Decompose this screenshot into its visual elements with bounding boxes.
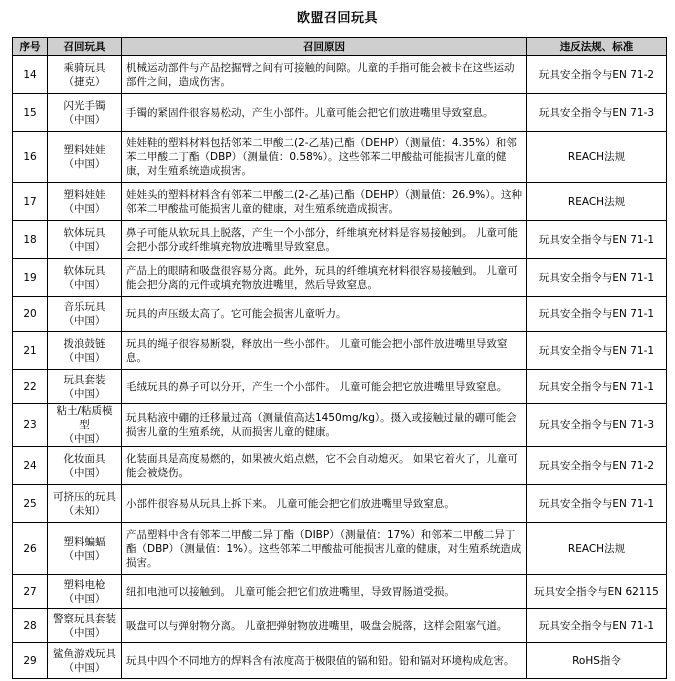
toy-origin: （未知） [63,504,106,517]
table-row [13,56,667,94]
row-reason: 产品塑料中含有邻苯二甲酸二异丁酯（DIBP）（测量值：17%）和邻苯二甲酸二异丁酯（DBP）（测量值：1%）。这些邻苯二甲酸盐可能损害儿童的健康，对生殖系统造成损害。 [122,523,527,575]
toy-origin: （捷克） [63,75,106,88]
row-no: 18 [13,221,48,259]
header-no: 序号 [13,38,48,56]
row-reason: 吸盘可以与弹射物分离。 儿童把弹射物放进嘴里，吸盘会脱落，这样会阻塞气道。 [122,609,527,643]
toy-name: 塑料电枪 [63,578,106,591]
row-reason: 产品上的眼睛和吸盘很容易分离。此外，玩具的纤维填充材料很容易接触到。 儿童可能会把分离的元件或填充物放进嘴里，然后导致窒息。 [122,259,527,297]
toy-name: 塑料娃娃 [63,144,106,156]
row-no: 29 [13,643,48,679]
header-toy: 召回玩具 [48,38,122,56]
toy-origin: （中国） [63,661,106,674]
table-row [13,297,667,332]
table-row [13,523,667,575]
row-toy [48,132,122,183]
toy-name: 可挤压的玩具 [53,490,116,503]
row-reason: 小部件很容易从玩具上拆下来。 儿童可能会把它们放进嘴里导致窒息。 [122,485,527,523]
row-law: 玩具安全指令与EN 71-2 [527,447,667,485]
toy-origin: （中国） [63,315,106,327]
row-reason: 纽扣电池可以接触到。 儿童可能会把它们放进嘴里，导致胃肠道受损。 [122,575,527,609]
row-no: 20 [13,297,48,332]
table-row [13,485,667,523]
row-toy [48,221,122,259]
row-no: 17 [13,183,48,221]
row-no: 19 [13,259,48,297]
row-law: 玩具安全指令与EN 71-1 [527,370,667,404]
toy-name: 拨浪鼓链 [63,337,106,350]
row-law: 玩具安全指令与EN 71-1 [527,609,667,643]
row-toy [48,447,122,485]
row-law: 玩具安全指令与EN 71-1 [527,259,667,297]
toy-name: 化妆面具 [63,452,106,465]
row-toy [48,259,122,297]
row-no: 26 [13,523,48,575]
row-toy [48,575,122,609]
row-law: REACH法规 [527,183,667,221]
row-no: 23 [13,404,48,447]
row-toy [48,523,122,575]
row-toy [48,183,122,221]
row-toy [48,297,122,332]
row-no: 25 [13,485,48,523]
toy-origin: （中国） [63,158,106,170]
row-toy [48,94,122,132]
row-reason: 机械运动部件与产品挖掘臂之间有可接触的间隙。儿童的手指可能会被卡在这些运动部件之间，造成伤害。 [122,56,527,94]
row-toy [48,485,122,523]
row-reason: 玩具的绳子很容易断裂，释放出一些小部件。 儿童可能会把小部件放进嘴里导致窒息。 [122,332,527,370]
row-no: 14 [13,56,48,94]
row-law: 玩具安全指令与EN 62115 [527,575,667,609]
row-no: 28 [13,609,48,643]
toy-origin: （中国） [63,351,106,364]
row-reason: 娃娃头的塑料材料含有邻苯二甲酸二(2-乙基)己酯（DEHP）（测量值：26.9%）。这种邻苯二甲酸盐可能损害儿童的健康，对生殖系统造成损害。 [122,183,527,221]
toy-name: 塑料娃娃 [63,188,106,201]
table-row [13,132,667,183]
toy-origin: （中国） [63,433,106,445]
table-row [13,447,667,485]
row-toy [48,370,122,404]
table-row [13,609,667,643]
toy-origin: （中国） [63,592,106,605]
row-law: RoHS指令 [527,643,667,679]
table-row [13,332,667,370]
toy-origin: （中国） [63,278,106,291]
row-toy [48,643,122,679]
document-title: 欧盟召回玩具 [296,11,378,26]
row-law: 玩具安全指令与EN 71-1 [527,485,667,523]
table-row [13,575,667,609]
row-reason: 玩具中四个不同地方的焊料含有浓度高于极限值的镉和铅。铅和镉对环境构成危害。 [122,643,527,679]
toy-name: 警察玩具套装 [53,612,116,625]
toy-name: 乘骑玩具 [63,61,106,74]
row-reason: 娃娃鞋的塑料材料包括邻苯二甲酸二(2-乙基)己酯（DEHP）（测量值：4.35%）和邻苯二甲酸二丁酯（DBP）（测量值：0.58%）。这些邻苯二甲酸盐可能损害儿童的健康，对生殖系统造成损害。 [122,132,527,183]
header-reason: 召回原因 [122,38,527,56]
toy-origin: （中国） [63,387,106,400]
row-law: 玩具安全指令与EN 71-1 [527,221,667,259]
row-toy [48,609,122,643]
table-row [13,221,667,259]
toy-origin: （中国） [63,240,106,253]
toy-origin: （中国） [63,466,106,479]
table-row [13,643,667,679]
table-row [13,94,667,132]
row-no: 27 [13,575,48,609]
row-reason: 玩具的声压级太高了。它可能会损害儿童听力。 [122,297,527,332]
row-toy [48,56,122,94]
toy-name: 塑料蝙蝠 [63,535,106,548]
row-toy [48,404,122,447]
toy-name: 鲨鱼游戏玩具 [53,647,116,660]
table-row [13,404,667,447]
toy-name: 粘土/粘质模型 [56,405,113,431]
row-law: 玩具安全指令与EN 71-1 [527,332,667,370]
row-no: 24 [13,447,48,485]
table-row [13,259,667,297]
toy-name: 闪光手镯 [63,99,106,112]
row-reason: 手镯的紧固件很容易松动，产生小部件。儿童可能会把它们放进嘴里导致窒息。 [122,94,527,132]
toy-origin: （中国） [63,113,106,126]
recall-table [12,37,667,679]
row-law: 玩具安全指令与EN 71-3 [527,404,667,447]
row-reason: 玩具粘液中硼的迁移量过高（测量值高达1450mg/kg）。摄入或接触过量的硼可能会损害儿童的生殖系统，从而损害儿童的健康。 [122,404,527,447]
row-law: REACH法规 [527,132,667,183]
row-no: 21 [13,332,48,370]
row-no: 16 [13,132,48,183]
row-reason: 毛绒玩具的鼻子可以分开，产生一个小部件。 儿童可能会把它放进嘴里导致窒息。 [122,370,527,404]
toy-name: 软体玩具 [63,226,106,239]
row-reason: 鼻子可能从软玩具上脱落，产生一个小部分，纤维填充材料是容易接触到。 儿童可能会把小部分或纤维填充物放进嘴里导致窒息。 [122,221,527,259]
table-row [13,183,667,221]
table-header-row [13,38,667,56]
toy-origin: （中国） [63,626,106,639]
toy-name: 音乐玩具 [63,301,106,313]
toy-name: 玩具套装 [63,373,106,386]
row-law: REACH法规 [527,523,667,575]
header-law: 违反法规、标准 [527,38,667,56]
row-law: 玩具安全指令与EN 71-3 [527,94,667,132]
toy-origin: （中国） [63,549,106,562]
row-law: 玩具安全指令与EN 71-1 [527,297,667,332]
toy-origin: （中国） [63,202,106,215]
row-no: 15 [13,94,48,132]
row-toy [48,332,122,370]
row-no: 22 [13,370,48,404]
row-law: 玩具安全指令与EN 71-2 [527,56,667,94]
toy-name: 软体玩具 [63,264,106,277]
table-row [13,370,667,404]
row-reason: 化装面具是高度易燃的，如果被火焰点燃，它不会自动熄灭。 如果它着火了，儿童可能会被烧伤。 [122,447,527,485]
